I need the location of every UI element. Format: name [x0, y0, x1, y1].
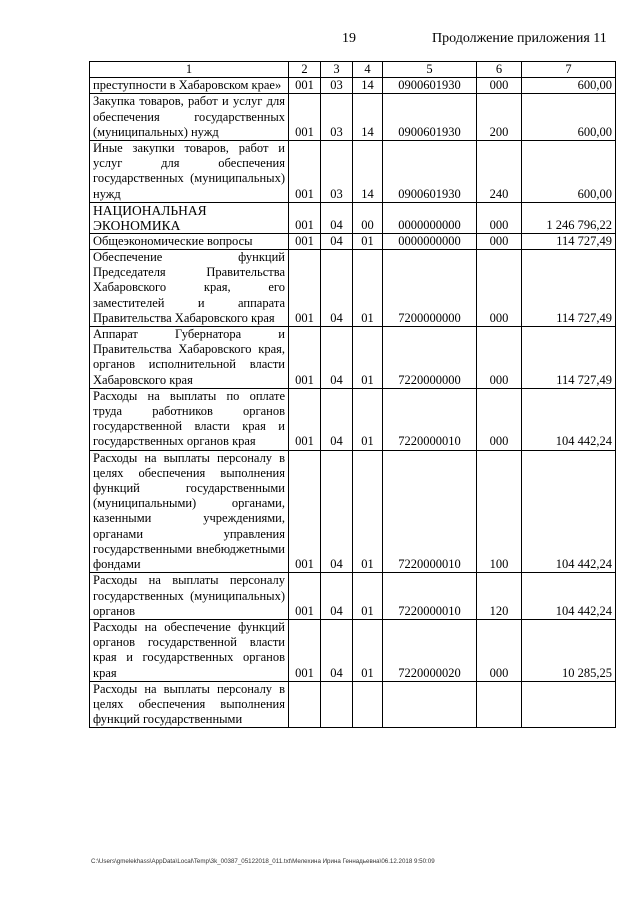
row-name: Закупка товаров, работ и услуг для обеспечения государственных (муниципальных) нужд — [90, 94, 289, 141]
table-row — [90, 619, 616, 681]
row-target-code: 7220000020 — [383, 619, 477, 681]
column-header: 1 — [90, 62, 289, 78]
row-expense-type: 000 — [477, 202, 522, 233]
row-subsection-code — [353, 681, 383, 728]
row-subsection-code: 01 — [353, 250, 383, 327]
row-name: преступности в Хабаровском крае» — [90, 78, 289, 94]
row-subsection-code: 01 — [353, 573, 383, 620]
table-row — [90, 233, 616, 249]
row-amount: 114 727,49 — [522, 250, 616, 327]
row-amount — [522, 681, 616, 728]
table-row — [90, 388, 616, 450]
page-number: 19 — [342, 31, 356, 46]
row-ministry-code — [289, 681, 321, 728]
row-target-code: 7220000010 — [383, 450, 477, 573]
table-row — [90, 573, 616, 620]
table-row — [90, 250, 616, 327]
row-subsection-code: 00 — [353, 202, 383, 233]
row-subsection-code: 14 — [353, 78, 383, 94]
row-name: Общеэкономические вопросы — [90, 233, 289, 249]
row-expense-type: 000 — [477, 233, 522, 249]
row-section-code: 03 — [321, 78, 353, 94]
row-name: Расходы на выплаты персоналу в целях обеспечения выполнения функций государственными (муниципальными) органами, казенными учреждениями, органами управления государственными внебюджетными фондами — [90, 450, 289, 573]
row-ministry-code: 001 — [289, 202, 321, 233]
row-section-code: 04 — [321, 450, 353, 573]
row-ministry-code: 001 — [289, 327, 321, 389]
row-ministry-code: 001 — [289, 450, 321, 573]
row-ministry-code: 001 — [289, 619, 321, 681]
column-number-row — [90, 62, 616, 78]
table-row — [90, 450, 616, 573]
row-expense-type: 000 — [477, 619, 522, 681]
row-target-code: 7220000010 — [383, 388, 477, 450]
row-expense-type: 000 — [477, 78, 522, 94]
footer-file-path: C:\Users\gmelekhass\AppData\Local\Temp\3k_00387_05122018_011.txt\Мелехина Ирина Геннадьевна\06.12.2018 9:50:09 — [91, 858, 435, 865]
row-amount: 104 442,24 — [522, 388, 616, 450]
row-ministry-code: 001 — [289, 78, 321, 94]
row-section-code: 03 — [321, 94, 353, 141]
row-section-code: 04 — [321, 388, 353, 450]
row-target-code: 0900601930 — [383, 94, 477, 141]
row-ministry-code: 001 — [289, 233, 321, 249]
row-amount: 600,00 — [522, 141, 616, 203]
row-section-code: 04 — [321, 573, 353, 620]
row-expense-type: 100 — [477, 450, 522, 573]
table-row — [90, 94, 616, 141]
row-ministry-code: 001 — [289, 573, 321, 620]
row-amount: 600,00 — [522, 94, 616, 141]
column-header: 5 — [383, 62, 477, 78]
column-header: 2 — [289, 62, 321, 78]
column-header: 3 — [321, 62, 353, 78]
table-row — [90, 141, 616, 203]
column-header: 6 — [477, 62, 522, 78]
budget-table — [89, 61, 616, 728]
table-row — [90, 681, 616, 728]
row-amount: 1 246 796,22 — [522, 202, 616, 233]
row-subsection-code: 01 — [353, 327, 383, 389]
row-subsection-code: 01 — [353, 233, 383, 249]
column-header: 4 — [353, 62, 383, 78]
row-name: Расходы на выплаты персоналу государственных (муниципальных) органов — [90, 573, 289, 620]
row-section-code: 04 — [321, 233, 353, 249]
row-amount: 114 727,49 — [522, 327, 616, 389]
row-expense-type: 240 — [477, 141, 522, 203]
row-ministry-code: 001 — [289, 141, 321, 203]
row-name: Обеспечение функций Председателя Правительства Хабаровского края, его заместителей и аппарата Правительства Хабаровского края — [90, 250, 289, 327]
row-target-code: 7220000010 — [383, 573, 477, 620]
row-target-code: 0000000000 — [383, 202, 477, 233]
row-ministry-code: 001 — [289, 388, 321, 450]
row-section-code: 04 — [321, 619, 353, 681]
row-expense-type: 200 — [477, 94, 522, 141]
row-expense-type: 000 — [477, 250, 522, 327]
row-name: Иные закупки товаров, работ и услуг для обеспечения государственных (муниципальных) нужд — [90, 141, 289, 203]
row-subsection-code: 01 — [353, 619, 383, 681]
column-header: 7 — [522, 62, 616, 78]
row-section-code: 04 — [321, 327, 353, 389]
row-subsection-code: 14 — [353, 141, 383, 203]
table-row — [90, 327, 616, 389]
row-section-code: 04 — [321, 202, 353, 233]
row-amount: 104 442,24 — [522, 450, 616, 573]
row-amount: 600,00 — [522, 78, 616, 94]
row-name: Расходы на выплаты по оплате труда работников органов государственной власти края и государственных органов края — [90, 388, 289, 450]
table-row — [90, 78, 616, 94]
row-ministry-code: 001 — [289, 250, 321, 327]
row-expense-type: 000 — [477, 327, 522, 389]
row-target-code: 0900601930 — [383, 78, 477, 94]
row-expense-type: 000 — [477, 388, 522, 450]
row-name: НАЦИОНАЛЬНАЯ ЭКОНОМИКА — [90, 202, 289, 233]
row-subsection-code: 01 — [353, 388, 383, 450]
row-expense-type — [477, 681, 522, 728]
row-section-code: 04 — [321, 250, 353, 327]
row-section-code: 03 — [321, 141, 353, 203]
table-row — [90, 202, 616, 233]
row-amount: 104 442,24 — [522, 573, 616, 620]
row-target-code: 0900601930 — [383, 141, 477, 203]
row-target-code: 0000000000 — [383, 233, 477, 249]
row-subsection-code: 01 — [353, 450, 383, 573]
row-name: Аппарат Губернатора и Правительства Хабаровского края, органов исполнительной власти Хабаровского края — [90, 327, 289, 389]
row-subsection-code: 14 — [353, 94, 383, 141]
row-name: Расходы на выплаты персоналу в целях обеспечения выполнения функций государственными — [90, 681, 289, 728]
row-target-code — [383, 681, 477, 728]
row-target-code: 7200000000 — [383, 250, 477, 327]
row-expense-type: 120 — [477, 573, 522, 620]
continuation-label: Продолжение приложения 11 — [432, 31, 607, 46]
row-section-code — [321, 681, 353, 728]
row-ministry-code: 001 — [289, 94, 321, 141]
row-name: Расходы на обеспечение функций органов государственной власти края и государственных органов края — [90, 619, 289, 681]
row-amount: 114 727,49 — [522, 233, 616, 249]
row-amount: 10 285,25 — [522, 619, 616, 681]
row-target-code: 7220000000 — [383, 327, 477, 389]
